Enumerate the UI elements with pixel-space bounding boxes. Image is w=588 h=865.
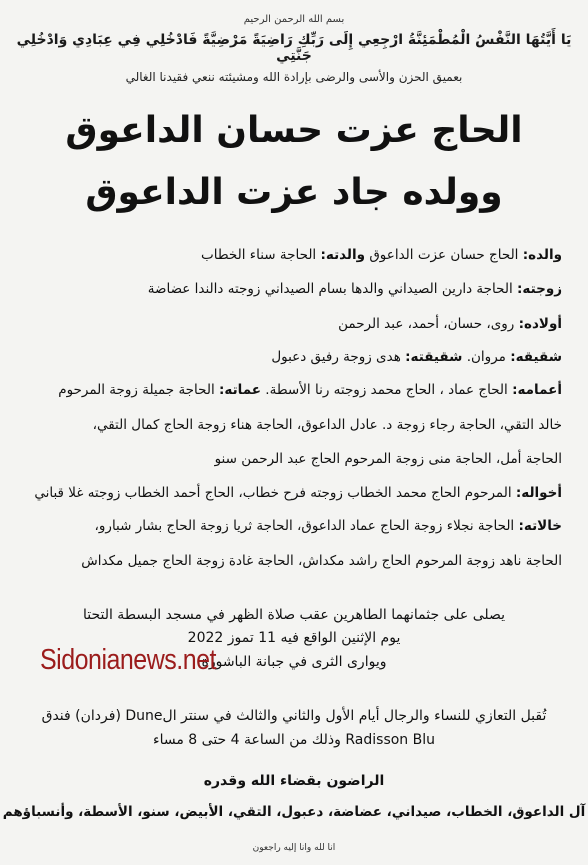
relation-text: الحاج عماد ، الحاج محمد زوجته رنا الأسطة. — [261, 382, 513, 398]
condolences-line-1: تُقبل التعازي للنساء والرجال أيام الأول والثاني والثالث في سنتر الDune (فردان) فندق — [41, 708, 547, 724]
relation-text: روى، حسان، أحمد، عبد الرحمن — [338, 316, 519, 332]
condolences-line-2: Radisson Blu وذلك من الساعة 4 حتى 8 مساء — [152, 732, 435, 748]
relation-label: أخواله: — [515, 485, 562, 501]
relation-label: خالاته: — [518, 518, 562, 534]
relation-label: أعمامه: — [512, 382, 562, 398]
relation-text: الحاجة جميلة زوجة المرحوم — [58, 382, 220, 398]
relation-label: شقيقته: — [405, 349, 463, 365]
relation-label: أولاده: — [518, 316, 562, 332]
maternal-aunts-continued: الحاجة ناهد زوجة المرحوم الحاج راشد مكداش، الحاجة غادة زوجة الحاج جميل مكداش — [81, 553, 562, 569]
relatives-line-siblings — [22, 349, 562, 365]
relatives-line-paternal-uncles — [22, 382, 562, 398]
relation-text: الحاج حسان عزت الداعوق — [365, 247, 523, 263]
relation-label: عماته: — [219, 382, 262, 398]
funeral-prayer-line: يصلى على جثمانهما الطاهرين عقب صلاة الظهر في مسجد البسطة التحتا — [82, 607, 506, 623]
relatives-line-children — [22, 316, 562, 332]
burial-line: ويوارى الثرى في جبانة الباشورة — [201, 654, 387, 670]
relation-label: والده: — [522, 247, 562, 263]
relation-text: الحاجة نجلاء زوجة الحاج عماد الداعوق، الحاجة ثريا زوجة الحاج بشار شبارو، — [94, 518, 519, 534]
paternal-aunts-continued-2: الحاجة أمل، الحاجة منى زوجة المرحوم الحاج عبد الرحمن سنو — [214, 451, 562, 467]
relation-text: الحاجة سناء الخطاب — [201, 247, 321, 263]
relation-text: الحاجة دارين الصيداني والدها بسام الصيداني زوجته دالندا عضاضة — [147, 281, 517, 297]
quran-verse: يَا أَيَّتُهَا النَّفْسُ الْمُطْمَئِنَّةُ ارْجِعِي إِلَى رَبِّكِ رَاضِيَةً مَرْضِيَّةً فَادْخُلِي فِي عِبَادِي وَادْخُلِي جَنَّتِي — [16, 32, 572, 64]
relation-text: المرحوم الحاج محمد الخطاب زوجته فرح خطاب، الحاج أحمد الخطاب زوجته غلا قباني — [34, 485, 516, 501]
funeral-date-line: يوم الإثنين الواقع فيه 11 تموز 2022 — [187, 630, 401, 646]
closing-phrase: انا لله وانا إليه راجعون — [252, 843, 336, 853]
deceased-name-1: الحاج عزت حسان الداعوق — [65, 110, 523, 151]
families-line: آل الداعوق، الخطاب، صيداني، عضاضة، دعبول، التقي، الأبيض، سنو، الأسطة، وأنسباؤهم — [2, 804, 586, 820]
paternal-aunts-continued-1: خالد التقي، الحاجة رجاء زوجة د. عادل الداعوق، الحاجة هناء زوجة الحاج كمال التقي، — [92, 417, 562, 433]
relation-label: زوجته: — [517, 281, 562, 297]
intro-text: بعميق الحزن والأسى والرضى بإرادة الله ومشيئته ننعي فقيدنا الغالي — [125, 70, 463, 84]
relation-text: مروان. — [462, 349, 511, 365]
relation-text: هدى زوجة رفيق دعبول — [271, 349, 406, 365]
relatives-line-wife — [22, 281, 562, 297]
watermark: Sidonianews.net — [40, 643, 216, 677]
basmala: بسم الله الرحمن الرحيم — [243, 14, 345, 25]
relatives-line-maternal-aunts — [22, 518, 562, 534]
relatives-line-maternal-uncles — [22, 485, 562, 501]
relation-label: والدته: — [320, 247, 366, 263]
acceptance-line: الراضون بقضاء الله وقدره — [203, 773, 385, 789]
relatives-line-parents — [22, 247, 562, 263]
relation-label: شقيقه: — [510, 349, 562, 365]
deceased-name-2: وولده جاد عزت الداعوق — [85, 172, 503, 213]
